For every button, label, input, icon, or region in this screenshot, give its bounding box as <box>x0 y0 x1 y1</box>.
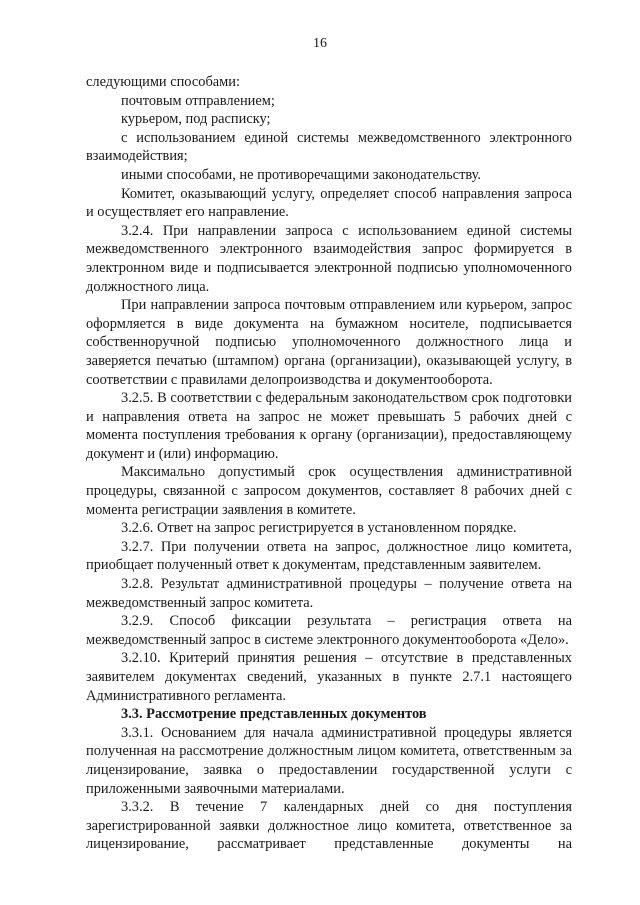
paragraph-post-courier: При направлении запроса почтовым отправлением или курьером, запрос оформляется в виде документа на бумажном носителе, подписывается собственноручной подписью уполномоченного должностного лица и заверяется печатью (штампом) органа (организации), оказывающей услугу, в соответствии с правилами делопроизводства и документооборота. <box>86 297 572 388</box>
paragraph-3-2-5: 3.2.5. В соответствии с федеральным законодательством срок подготовки и направления ответа на запрос не может превышать 5 рабочих дней с момента поступления требования к органу (организации), предоставляющему документ и (или) информацию. <box>86 390 572 462</box>
paragraph-3-2-9: 3.2.9. Способ фиксации результата – регистрация ответа на межведомственный запрос в системе электронного документооборота «Дело». <box>86 613 572 648</box>
paragraph-committee-method: Комитет, оказывающий услугу, определяет способ направления запроса и осуществляет его направление. <box>86 185 572 221</box>
paragraph-max-term: Максимально допустимый срок осуществления административной процедуры, связанной с запросом документов, составляет 8 рабочих дней с момента регистрации заявления в комитете. <box>86 464 572 518</box>
page-number: 16 <box>313 36 327 51</box>
list-item-courier: курьером, под расписку; <box>121 111 271 128</box>
paragraph-3-3-2: 3.3.2. В течение 7 календарных дней со дня поступления зарегистрированной заявки должностное лицо комитета, ответственное за лицензирование, рассматривает представленные документы на <box>86 799 572 853</box>
paragraph-3-3-1: 3.3.1. Основанием для начала административной процедуры является полученная на рассмотрение должностным лицом комитета, ответственным за лицензирование, заявка о предоставлении государственной услуги с приложенными заявочными материалами. <box>86 724 572 797</box>
section-heading-3-3: 3.3. Рассмотрение представленных документов <box>121 706 427 723</box>
paragraph-3-2-4: 3.2.4. При направлении запроса с использованием единой системы межведомственного электронного взаимодействия запрос формируется в электронном виде и подписывается электронной подписью уполномоченного должностного лица. <box>86 222 572 295</box>
document-body <box>86 73 572 854</box>
paragraph-3-2-8: 3.2.8. Результат административной процедуры – получение ответа на межведомственный запрос комитета. <box>86 576 572 611</box>
paragraph-3-2-10: 3.2.10. Критерий принятия решения – отсутствие в представленных заявителем документах сведений, указанных в пункте 2.7.1 настоящего Административного регламента. <box>86 650 572 704</box>
paragraph-3-2-6: 3.2.6. Ответ на запрос регистрируется в установленном порядке. <box>121 520 517 537</box>
list-item-electronic: с использованием единой системы межведомственного электронного взаимодействия; <box>86 129 572 165</box>
paragraph-methods-intro: следующими способами: <box>86 74 240 90</box>
paragraph-3-2-7: 3.2.7. При получении ответа на запрос, должностное лицо комитета, приобщает полученный ответ к документам, представленным заявителем. <box>86 538 572 574</box>
list-item-post: почтовым отправлением; <box>121 92 275 109</box>
list-item-other: иными способами, не противоречащими законодательству. <box>121 166 482 183</box>
